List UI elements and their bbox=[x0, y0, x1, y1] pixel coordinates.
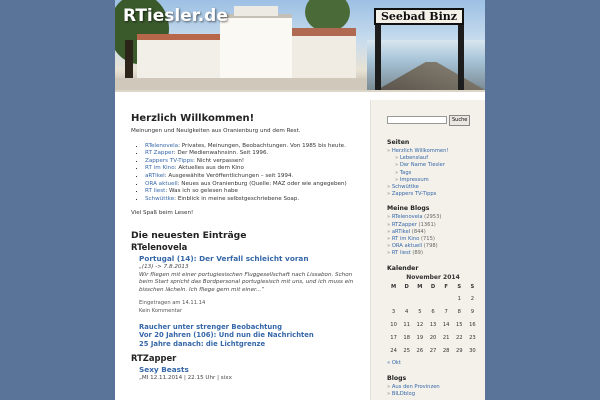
feature-text: : Privates, Meinungen, Beobachtungen. Von 1985 bis heute. bbox=[178, 142, 346, 149]
site-title-link[interactable]: RTiesler.de bbox=[123, 6, 228, 26]
search-button[interactable]: Suche bbox=[449, 115, 470, 126]
search-form bbox=[387, 114, 481, 126]
calendar-weekday: M bbox=[417, 283, 423, 290]
calendar-weekday: M bbox=[390, 283, 397, 290]
calendar-day: 24 bbox=[390, 347, 397, 354]
post-ref-text: „MI 12.11.2014 | 22.15 Uhr | sixx bbox=[139, 375, 232, 382]
calendar-prev-link[interactable]: « Okt bbox=[387, 359, 401, 366]
blog-item[interactable] bbox=[387, 250, 481, 257]
calendar-day: 19 bbox=[416, 334, 424, 341]
calendar-day: 15 bbox=[455, 321, 463, 328]
calendar-table bbox=[387, 274, 479, 358]
calendar-day: 2 bbox=[470, 295, 475, 302]
page-link[interactable]: » Der Name Tiesler bbox=[387, 162, 481, 169]
calendar-month: November 2014 bbox=[406, 273, 460, 281]
calendar-day: 5 bbox=[418, 308, 422, 315]
feature-link-artikel[interactable]: aRTikel bbox=[145, 172, 165, 179]
feature-text: : Was ich so gelesen habe bbox=[165, 188, 238, 195]
calendar-day bbox=[413, 293, 426, 306]
search-input[interactable] bbox=[387, 116, 447, 124]
blog-count: (1361) bbox=[418, 221, 436, 228]
feature-link-tv-tipps[interactable]: Zappers TV-Tipps bbox=[145, 157, 194, 164]
calendar-week bbox=[387, 293, 479, 306]
calendar-week bbox=[387, 345, 479, 358]
calendar-day: 11 bbox=[403, 321, 411, 328]
calendar-day: 20 bbox=[429, 334, 437, 341]
latest-title: Die neuesten Einträge bbox=[131, 229, 247, 241]
feature-item bbox=[145, 150, 367, 158]
calendar-day: 10 bbox=[390, 321, 397, 328]
calendar-day: 16 bbox=[469, 321, 476, 328]
blogroll-list bbox=[387, 384, 481, 398]
calendar-days bbox=[387, 293, 479, 358]
welcome-title: Herzlich Willkommen! bbox=[131, 113, 255, 124]
calendar-day: 23 bbox=[469, 334, 476, 341]
main-content bbox=[131, 112, 367, 383]
post-excerpt: Wir fliegen mit einer portugiesischen Fluggesellschaft nach Lissabon. Schon beim Start spricht das Bordpersonal portugiesisch mit uns, und ich muss ein bisschen lächeln. Ich fliege gern mit einer...“ bbox=[139, 271, 354, 293]
calendar-day: 22 bbox=[455, 334, 463, 341]
calendar-weekday: D bbox=[404, 283, 409, 290]
post-title-link[interactable]: Portugal (14): Der Verfall schleicht voran bbox=[139, 253, 309, 263]
calendar-weekday: D bbox=[430, 283, 436, 290]
calendar-day: 6 bbox=[431, 308, 435, 315]
feature-text: : Der Medienwahnsinn. Seit 1996. bbox=[173, 150, 269, 157]
calendar-weekday: F bbox=[444, 283, 448, 290]
feature-item bbox=[145, 165, 367, 173]
calendar-day: 1 bbox=[457, 295, 461, 302]
post-ref bbox=[139, 264, 367, 272]
welcome-intro: Meinungen und Neuigkeiten aus Oranienburg und dem Rest. bbox=[131, 128, 301, 134]
blogroll-link[interactable]: » Aus den Provinzen bbox=[387, 384, 481, 391]
calendar-weekday: S bbox=[470, 283, 475, 290]
blog-item[interactable] bbox=[387, 222, 481, 229]
blog-count: (89) bbox=[412, 250, 423, 257]
blogs-heading: Meine Blogs bbox=[387, 205, 430, 213]
calendar-day: 26 bbox=[416, 347, 424, 354]
calendar-week bbox=[387, 332, 479, 345]
calendar-day: 27 bbox=[429, 347, 437, 354]
sidebar bbox=[370, 100, 485, 400]
page-link[interactable]: » Lebenslauf bbox=[387, 155, 481, 162]
feature-item bbox=[145, 143, 367, 151]
feature-text: : Einblick in meine selbstgeschriebene Soap. bbox=[174, 195, 300, 202]
sign-post-left bbox=[375, 18, 381, 90]
sidebar-inner bbox=[387, 114, 481, 400]
related-post-link[interactable]: 25 Jahre danach: die Lichtgrenze bbox=[139, 339, 266, 348]
blogroll-heading: Blogs bbox=[387, 374, 407, 382]
calendar-day bbox=[387, 293, 400, 306]
calendar-day: 17 bbox=[390, 334, 397, 341]
calendar-day: 7 bbox=[444, 308, 448, 315]
welcome-outro: Viel Spaß beim Lesen! bbox=[131, 210, 194, 217]
blogs-list bbox=[387, 214, 481, 257]
feature-link-rtelenovela[interactable]: RTelenovela bbox=[145, 142, 179, 149]
post-title-link[interactable]: Sexy Beasts bbox=[139, 365, 189, 375]
feature-text: : Neues aus Oranienburg (Quelle: MAZ oder wie angegeben) bbox=[177, 180, 347, 187]
feature-item bbox=[145, 158, 367, 166]
page-link[interactable]: » Schwüttke bbox=[387, 184, 481, 191]
blog-link[interactable]: RT liest bbox=[391, 250, 411, 257]
feature-link-rtzapper[interactable]: RT Zapper bbox=[145, 150, 174, 157]
calendar-day bbox=[440, 293, 453, 306]
blog-link[interactable]: aRTikel bbox=[391, 228, 411, 235]
feature-item bbox=[145, 196, 367, 204]
feature-link-kino[interactable]: RT im Kino bbox=[145, 165, 175, 172]
blog-link[interactable]: RTZapper bbox=[391, 221, 417, 228]
calendar-day: 14 bbox=[442, 321, 450, 328]
calendar-day: 3 bbox=[391, 308, 396, 315]
header-divider bbox=[115, 90, 485, 92]
calendar-day: 13 bbox=[429, 321, 437, 328]
feature-item bbox=[145, 181, 367, 189]
feature-text: : Ausgewählte Veröffentlichungen – seit 1994. bbox=[164, 172, 294, 179]
blog-link[interactable]: ORA aktuell bbox=[391, 243, 423, 250]
calendar-day: 12 bbox=[416, 321, 424, 328]
calendar-day: 4 bbox=[405, 308, 409, 315]
post-ref-text: „(13) -> 7.8.2013 bbox=[139, 263, 189, 270]
pages-list bbox=[387, 148, 481, 198]
calendar-day: 29 bbox=[455, 347, 463, 354]
pages-heading: Seiten bbox=[387, 139, 410, 146]
calendar-week bbox=[387, 319, 479, 332]
section-heading-rtelenovela: RTelenovela bbox=[131, 241, 188, 252]
header-banner bbox=[115, 0, 485, 90]
page bbox=[115, 0, 485, 400]
calendar-day: 9 bbox=[470, 308, 475, 315]
blog-count: (715) bbox=[420, 236, 435, 243]
blog-item[interactable] bbox=[387, 229, 481, 236]
feature-link-schwuettke[interactable]: Schwüttke bbox=[145, 195, 175, 202]
related-post-link[interactable]: Vor 20 Jahren (106): Und nun die Nachrichten bbox=[139, 331, 314, 340]
calendar-day: 18 bbox=[403, 334, 411, 341]
page-link[interactable]: » Herzlich Willkommen! bbox=[387, 148, 481, 155]
blog-count: (798) bbox=[423, 243, 438, 250]
feature-link-ora-aktuell[interactable]: ORA aktuell bbox=[145, 180, 178, 187]
feature-link-rt-liest[interactable]: RT liest bbox=[145, 188, 166, 195]
feature-text: : Nicht verpassen! bbox=[193, 157, 245, 164]
feature-text: : Aktuelles aus dem Kino bbox=[174, 165, 244, 172]
blog-item[interactable] bbox=[387, 243, 481, 250]
blog-count: (2953) bbox=[424, 214, 442, 221]
related-post-link[interactable]: Raucher unter strenger Beobachtung bbox=[139, 322, 282, 331]
blog-count: (844) bbox=[411, 228, 426, 235]
page-link[interactable]: » Impressum bbox=[387, 177, 481, 184]
post-date: Eingetragen am 14.11.14 bbox=[139, 300, 206, 307]
blog-link[interactable]: RT im Kino bbox=[391, 236, 420, 243]
palace-center bbox=[220, 14, 292, 84]
calendar-day: 21 bbox=[442, 334, 450, 341]
page-link[interactable]: » Zappers TV-Tipps bbox=[387, 191, 481, 198]
blog-link[interactable]: RTelenovela bbox=[391, 214, 423, 221]
feature-list bbox=[131, 143, 367, 204]
section-heading-rtzapper: RTZapper bbox=[131, 353, 177, 364]
feature-item bbox=[145, 188, 367, 196]
blogroll-link[interactable]: » BILDblog bbox=[387, 391, 481, 398]
feature-item bbox=[145, 173, 367, 181]
calendar-day: 8 bbox=[457, 308, 461, 315]
sign-post-right bbox=[458, 18, 464, 90]
post-comments-link[interactable]: Kein Kommentar bbox=[139, 307, 182, 314]
calendar-weekday: S bbox=[457, 283, 462, 290]
calendar-week bbox=[387, 306, 479, 319]
blog-item[interactable] bbox=[387, 236, 481, 243]
page-link[interactable]: » Tags bbox=[387, 170, 481, 177]
header-sign: Seebad Binz bbox=[374, 8, 464, 25]
calendar-day bbox=[400, 293, 413, 306]
calendar-day: 25 bbox=[403, 347, 411, 354]
calendar-day: 28 bbox=[442, 347, 450, 354]
calendar-day: 30 bbox=[469, 347, 476, 354]
blog-item[interactable] bbox=[387, 214, 481, 221]
calendar-day bbox=[426, 293, 439, 306]
calendar-heading: Kalender bbox=[387, 264, 419, 272]
